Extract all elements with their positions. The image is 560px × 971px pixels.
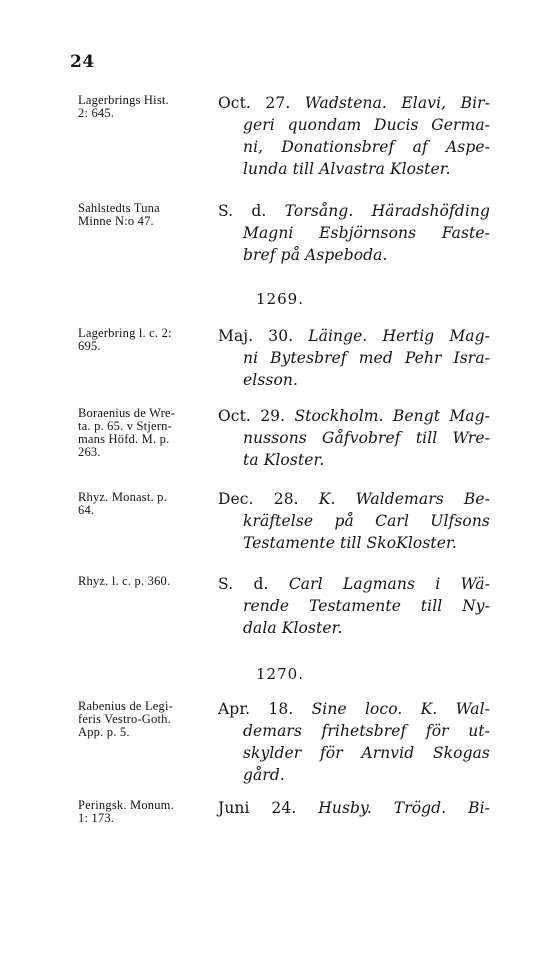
entry-text [218, 488, 490, 554]
entry-date: Apr. 18. [218, 700, 294, 718]
entry-text [218, 405, 490, 471]
year-heading: 1269. [256, 290, 304, 308]
reference-line: Lagerbrings Hist. [78, 93, 169, 107]
source-reference [78, 491, 214, 517]
reference-line: ta. p. 65. v Stjern- [78, 419, 172, 433]
year-heading: 1270. [256, 665, 304, 683]
entry-line: gård. [243, 766, 285, 784]
entry-text [218, 573, 490, 639]
reference-line: Boraenius de Wre- [78, 406, 176, 420]
entry-line: Oct. 29. Stockholm. Bengt Mag- [218, 407, 490, 425]
entry-date: Juni 24. [218, 799, 297, 817]
entry-text [218, 698, 490, 786]
page-number: 24 [70, 52, 95, 72]
source-reference [78, 407, 214, 459]
reference-line: 1: 173. [78, 811, 115, 825]
entry-line: ni, Donationsbref af Aspe- [243, 138, 490, 156]
entry-line: lunda till Alvastra Kloster. [243, 160, 451, 178]
entry-line: elsson. [243, 371, 298, 389]
entry-text [218, 200, 490, 266]
entry-line: Testamente till SkoKloster. [243, 534, 457, 552]
reference-line: Rhyz. l. c. p. 360. [78, 574, 171, 588]
entry-line: S. d. Torsång. Häradshöfding [218, 202, 490, 220]
reference-line: 64. [78, 503, 95, 517]
reference-line: Sahlstedts Tuna [78, 201, 160, 215]
entry-line: ni Bytesbref med Pehr Isra- [243, 349, 490, 367]
reference-line: Rhyz. Monast. p. [78, 490, 167, 504]
entry-line: nussons Gåfvobref till Wre- [243, 429, 490, 447]
entry-line: skylder för Arnvid Skogas [243, 744, 490, 762]
entry-line: Magni Esbjörnsons Faste- [243, 224, 490, 242]
reference-line: App. p. 5. [78, 725, 130, 739]
entry-line: dala Kloster. [243, 619, 343, 637]
source-reference [78, 94, 214, 120]
reference-line: 2: 645. [78, 106, 115, 120]
entry-date: Maj. 30. [218, 327, 294, 345]
reference-line: Peringsk. Monum. [78, 798, 174, 812]
reference-line: Lagerbring l. c. 2: [78, 326, 172, 340]
entry-line: Maj. 30. Läinge. Hertig Mag- [218, 327, 490, 345]
entry-date: Oct. 27. [218, 94, 291, 112]
entry-line: bref på Aspeboda. [243, 246, 388, 264]
entry-text [218, 92, 490, 180]
reference-line: 695. [78, 339, 101, 353]
entry-line: ta Kloster. [243, 451, 325, 469]
entry-date: S. d. [218, 202, 267, 220]
entry-line: geri quondam Ducis Germa- [243, 116, 490, 134]
entry-line: demars frihetsbref för ut- [243, 722, 490, 740]
entry-date: Dec. 28. [218, 490, 299, 508]
source-reference [78, 327, 214, 353]
reference-line: Rabenius de Legi- [78, 699, 174, 713]
reference-line: Minne N:o 47. [78, 214, 154, 228]
entry-date: S. d. [218, 575, 269, 593]
entry-line: Dec. 28. K. Waldemars Be- [218, 490, 490, 508]
entry-line: Apr. 18. Sine loco. K. Wal- [218, 700, 490, 718]
entry-line: S. d. Carl Lagmans i Wä- [218, 575, 490, 593]
entry-line: kräftelse på Carl Ulfsons [243, 512, 490, 530]
source-reference [78, 700, 214, 739]
entry-line: Juni 24. Husby. Trögd. Bi- [218, 799, 490, 817]
source-reference [78, 575, 214, 588]
source-reference [78, 202, 214, 228]
entry-text [218, 325, 490, 391]
entry-date: Oct. 29. [218, 407, 286, 425]
reference-line: 263. [78, 445, 101, 459]
entry-text [218, 797, 490, 819]
source-reference [78, 799, 214, 825]
entry-line: Oct. 27. Wadstena. Elavi, Bir- [218, 94, 490, 112]
entry-line: rende Testamente till Ny- [243, 597, 490, 615]
reference-line: mans Höfd. M. p. [78, 432, 170, 446]
reference-line: feris Vestro-Goth. [78, 712, 171, 726]
